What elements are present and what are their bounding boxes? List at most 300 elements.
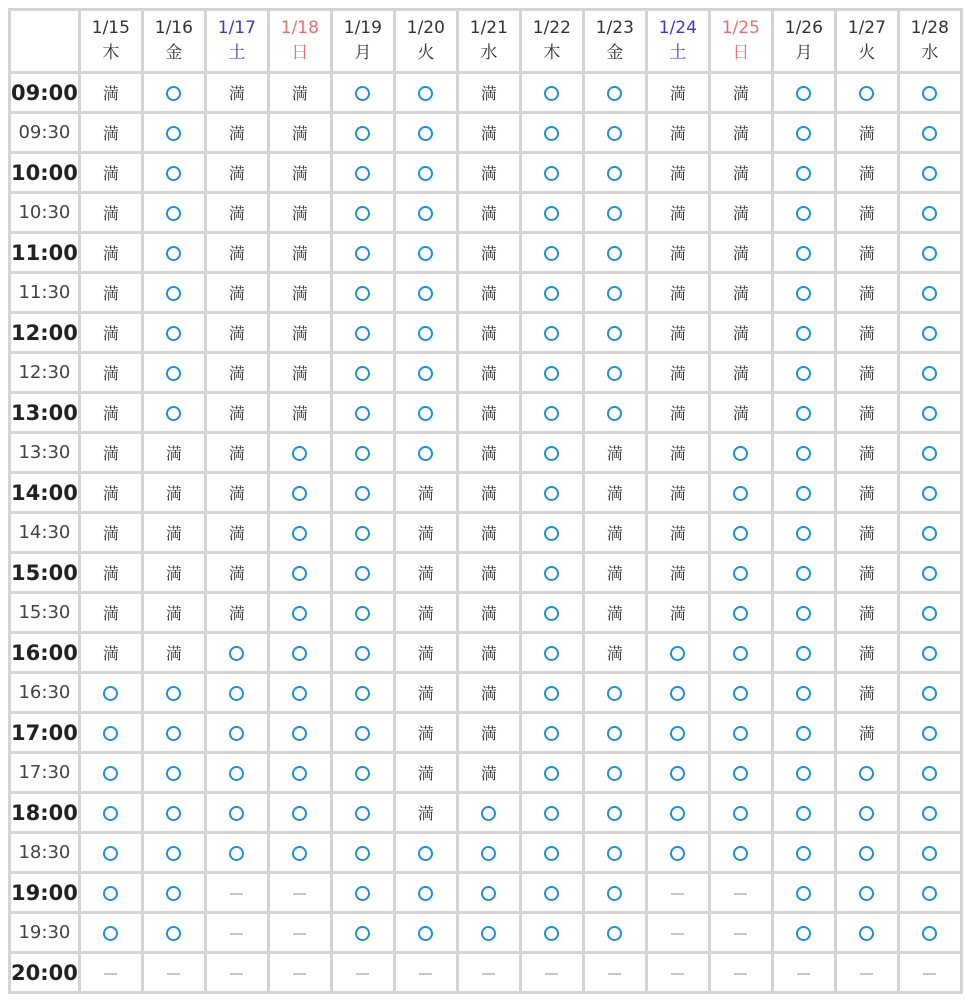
- slot-available[interactable]: [396, 354, 456, 391]
- slot-available[interactable]: [522, 74, 582, 111]
- slot-available[interactable]: [900, 554, 960, 591]
- slot-available[interactable]: [333, 74, 393, 111]
- time-slot-rows: [11, 74, 960, 991]
- slot-available[interactable]: [774, 554, 834, 591]
- slot-available[interactable]: [774, 154, 834, 191]
- time-label: 16:30: [11, 674, 78, 711]
- slot-full: [711, 114, 771, 151]
- slot-available[interactable]: [837, 834, 897, 871]
- slot-available[interactable]: [522, 154, 582, 191]
- slot-available[interactable]: [711, 794, 771, 831]
- slot-available[interactable]: [333, 314, 393, 351]
- available-circle-icon: [796, 726, 811, 741]
- time-slot-row: [11, 474, 960, 511]
- slot-available[interactable]: [522, 434, 582, 471]
- slot-available[interactable]: [837, 794, 897, 831]
- slot-full: [648, 354, 708, 391]
- time-slot-row: [11, 834, 960, 871]
- slot-available[interactable]: [585, 874, 645, 911]
- slot-available[interactable]: [396, 914, 456, 951]
- slot-available[interactable]: [900, 74, 960, 111]
- full-label: 満: [858, 444, 875, 463]
- available-circle-icon: [481, 846, 496, 861]
- slot-available[interactable]: [333, 674, 393, 711]
- slot-available[interactable]: [207, 714, 267, 751]
- slot-available[interactable]: [585, 834, 645, 871]
- available-circle-icon: [418, 166, 433, 181]
- slot-available[interactable]: [270, 754, 330, 791]
- slot-available[interactable]: [207, 794, 267, 831]
- dash-icon: [671, 933, 684, 935]
- slot-available[interactable]: [522, 674, 582, 711]
- slot-available[interactable]: [270, 674, 330, 711]
- slot-available[interactable]: [774, 354, 834, 391]
- available-circle-icon: [355, 486, 370, 501]
- slot-available[interactable]: [900, 674, 960, 711]
- available-circle-icon: [418, 406, 433, 421]
- slot-available[interactable]: [900, 114, 960, 151]
- slot-available[interactable]: [144, 314, 204, 351]
- slot-available[interactable]: [144, 794, 204, 831]
- slot-available[interactable]: [522, 394, 582, 431]
- time-slot-row: [11, 74, 960, 111]
- slot-available[interactable]: [585, 794, 645, 831]
- available-circle-icon: [292, 446, 307, 461]
- slot-available[interactable]: [900, 434, 960, 471]
- slot-available[interactable]: [333, 514, 393, 551]
- full-label: 満: [291, 324, 308, 343]
- slot-available[interactable]: [711, 514, 771, 551]
- weekday-label: 金: [165, 43, 183, 63]
- slot-available[interactable]: [270, 634, 330, 671]
- slot-available[interactable]: [837, 754, 897, 791]
- slot-available[interactable]: [648, 674, 708, 711]
- date-header: [396, 11, 456, 71]
- slot-available[interactable]: [396, 114, 456, 151]
- slot-available[interactable]: [144, 714, 204, 751]
- slot-available[interactable]: [144, 674, 204, 711]
- slot-available[interactable]: [774, 514, 834, 551]
- slot-available[interactable]: [900, 514, 960, 551]
- slot-full: [81, 354, 141, 391]
- slot-available[interactable]: [900, 914, 960, 951]
- slot-available[interactable]: [333, 914, 393, 951]
- slot-available[interactable]: [522, 594, 582, 631]
- full-label: 満: [480, 364, 497, 383]
- available-circle-icon: [481, 926, 496, 941]
- slot-available[interactable]: [585, 354, 645, 391]
- slot-available[interactable]: [774, 74, 834, 111]
- slot-available[interactable]: [522, 554, 582, 591]
- slot-available[interactable]: [144, 234, 204, 271]
- slot-available[interactable]: [774, 754, 834, 791]
- slot-available[interactable]: [648, 714, 708, 751]
- slot-available[interactable]: [81, 874, 141, 911]
- slot-available[interactable]: [270, 714, 330, 751]
- slot-available[interactable]: [459, 834, 519, 871]
- full-label: 満: [291, 284, 308, 303]
- slot-full: [270, 234, 330, 271]
- slot-available[interactable]: [81, 714, 141, 751]
- slot-available[interactable]: [774, 674, 834, 711]
- full-label: 満: [480, 404, 497, 423]
- available-circle-icon: [166, 766, 181, 781]
- slot-available[interactable]: [396, 194, 456, 231]
- slot-available[interactable]: [522, 194, 582, 231]
- slot-available[interactable]: [459, 914, 519, 951]
- slot-available[interactable]: [333, 714, 393, 751]
- available-circle-icon: [481, 806, 496, 821]
- full-label: 満: [858, 324, 875, 343]
- slot-available[interactable]: [144, 754, 204, 791]
- slot-available[interactable]: [522, 714, 582, 751]
- full-label: 満: [480, 444, 497, 463]
- available-circle-icon: [733, 806, 748, 821]
- slot-full: [648, 234, 708, 271]
- slot-available[interactable]: [207, 634, 267, 671]
- slot-available[interactable]: [396, 74, 456, 111]
- slot-available[interactable]: [270, 434, 330, 471]
- date-label: 1/27: [847, 18, 886, 38]
- slot-available[interactable]: [900, 794, 960, 831]
- weekday-label: 火: [858, 43, 876, 63]
- slot-available[interactable]: [900, 274, 960, 311]
- slot-available[interactable]: [522, 634, 582, 671]
- slot-available[interactable]: [837, 914, 897, 951]
- available-circle-icon: [922, 246, 937, 261]
- slot-available[interactable]: [774, 314, 834, 351]
- dash-icon: [608, 973, 621, 975]
- slot-available[interactable]: [837, 874, 897, 911]
- slot-available[interactable]: [270, 514, 330, 551]
- full-label: 満: [669, 484, 686, 503]
- slot-available[interactable]: [522, 354, 582, 391]
- time-slot-row: [11, 914, 960, 951]
- slot-available[interactable]: [333, 594, 393, 631]
- full-label: 満: [102, 564, 119, 583]
- slot-full: [459, 714, 519, 751]
- slot-available[interactable]: [774, 194, 834, 231]
- slot-available[interactable]: [81, 914, 141, 951]
- slot-available[interactable]: [585, 274, 645, 311]
- slot-available[interactable]: [585, 194, 645, 231]
- available-circle-icon: [607, 806, 622, 821]
- slot-available[interactable]: [396, 234, 456, 271]
- slot-available[interactable]: [900, 314, 960, 351]
- available-circle-icon: [670, 686, 685, 701]
- slot-available[interactable]: [900, 594, 960, 631]
- slot-available[interactable]: [585, 74, 645, 111]
- full-label: 満: [102, 244, 119, 263]
- full-label: 満: [102, 164, 119, 183]
- slot-full: [81, 274, 141, 311]
- full-label: 満: [606, 604, 623, 623]
- available-circle-icon: [355, 926, 370, 941]
- time-label: 11:00: [11, 234, 78, 271]
- available-circle-icon: [859, 86, 874, 101]
- slot-available[interactable]: [396, 434, 456, 471]
- available-circle-icon: [544, 526, 559, 541]
- slot-full: [396, 554, 456, 591]
- slot-available[interactable]: [144, 874, 204, 911]
- slot-available[interactable]: [333, 874, 393, 911]
- slot-available[interactable]: [711, 594, 771, 631]
- slot-available[interactable]: [522, 274, 582, 311]
- available-circle-icon: [229, 726, 244, 741]
- slot-available[interactable]: [774, 434, 834, 471]
- slot-available[interactable]: [207, 754, 267, 791]
- dash-icon: [734, 973, 747, 975]
- slot-unavailable: [207, 874, 267, 911]
- slot-available[interactable]: [774, 594, 834, 631]
- slot-full: [459, 434, 519, 471]
- slot-available[interactable]: [711, 554, 771, 591]
- available-circle-icon: [733, 686, 748, 701]
- slot-available[interactable]: [900, 194, 960, 231]
- slot-available[interactable]: [144, 74, 204, 111]
- slot-available[interactable]: [522, 234, 582, 271]
- slot-available[interactable]: [270, 554, 330, 591]
- slot-available[interactable]: [144, 154, 204, 191]
- slot-available[interactable]: [207, 674, 267, 711]
- slot-available[interactable]: [459, 794, 519, 831]
- slot-available[interactable]: [774, 714, 834, 751]
- time-label: 18:00: [11, 794, 78, 831]
- slot-available[interactable]: [900, 154, 960, 191]
- slot-available[interactable]: [333, 234, 393, 271]
- slot-available[interactable]: [585, 114, 645, 151]
- slot-available[interactable]: [333, 274, 393, 311]
- full-label: 満: [606, 644, 623, 663]
- available-circle-icon: [292, 806, 307, 821]
- slot-available[interactable]: [585, 714, 645, 751]
- slot-available[interactable]: [585, 674, 645, 711]
- slot-available[interactable]: [396, 874, 456, 911]
- slot-available[interactable]: [396, 834, 456, 871]
- slot-available[interactable]: [585, 394, 645, 431]
- slot-available[interactable]: [900, 394, 960, 431]
- slot-available[interactable]: [585, 314, 645, 351]
- available-circle-icon: [544, 206, 559, 221]
- full-label: 満: [417, 724, 434, 743]
- slot-available[interactable]: [774, 834, 834, 871]
- slot-available[interactable]: [270, 594, 330, 631]
- slot-available[interactable]: [522, 754, 582, 791]
- slot-available[interactable]: [774, 234, 834, 271]
- full-label: 満: [480, 684, 497, 703]
- slot-available[interactable]: [522, 834, 582, 871]
- slot-full: [81, 314, 141, 351]
- slot-available[interactable]: [774, 114, 834, 151]
- slot-available[interactable]: [333, 554, 393, 591]
- slot-full: [459, 234, 519, 271]
- slot-available[interactable]: [774, 914, 834, 951]
- slot-full: [837, 434, 897, 471]
- slot-available[interactable]: [648, 834, 708, 871]
- time-label: 13:00: [11, 394, 78, 431]
- slot-available[interactable]: [522, 474, 582, 511]
- available-circle-icon: [859, 846, 874, 861]
- available-circle-icon: [796, 766, 811, 781]
- slot-available[interactable]: [333, 154, 393, 191]
- time-slot-row: [11, 394, 960, 431]
- slot-full: [459, 514, 519, 551]
- slot-available[interactable]: [81, 674, 141, 711]
- slot-available[interactable]: [648, 754, 708, 791]
- slot-available[interactable]: [333, 194, 393, 231]
- slot-available[interactable]: [522, 914, 582, 951]
- available-circle-icon: [292, 766, 307, 781]
- slot-available[interactable]: [144, 354, 204, 391]
- slot-available[interactable]: [144, 394, 204, 431]
- slot-available[interactable]: [711, 674, 771, 711]
- available-circle-icon: [607, 366, 622, 381]
- full-label: 満: [858, 244, 875, 263]
- slot-full: [648, 474, 708, 511]
- slot-full: [648, 154, 708, 191]
- slot-available[interactable]: [774, 394, 834, 431]
- slot-available[interactable]: [396, 314, 456, 351]
- weekday-label: 土: [228, 43, 246, 63]
- slot-available[interactable]: [144, 194, 204, 231]
- weekday-label: 水: [480, 43, 498, 63]
- slot-available[interactable]: [648, 634, 708, 671]
- slot-available[interactable]: [585, 234, 645, 271]
- slot-available[interactable]: [648, 794, 708, 831]
- slot-available[interactable]: [711, 434, 771, 471]
- slot-available[interactable]: [522, 874, 582, 911]
- available-circle-icon: [544, 886, 559, 901]
- slot-full: [585, 594, 645, 631]
- slot-full: [648, 314, 708, 351]
- available-circle-icon: [166, 686, 181, 701]
- slot-available[interactable]: [837, 74, 897, 111]
- available-circle-icon: [229, 646, 244, 661]
- slot-available[interactable]: [585, 914, 645, 951]
- available-circle-icon: [355, 86, 370, 101]
- slot-available[interactable]: [459, 874, 519, 911]
- slot-full: [144, 474, 204, 511]
- full-label: 満: [165, 604, 182, 623]
- slot-available[interactable]: [144, 114, 204, 151]
- slot-available[interactable]: [144, 834, 204, 871]
- slot-available[interactable]: [900, 234, 960, 271]
- slot-available[interactable]: [522, 794, 582, 831]
- time-slot-row: [11, 754, 960, 791]
- slot-available[interactable]: [270, 794, 330, 831]
- available-circle-icon: [733, 766, 748, 781]
- slot-available[interactable]: [711, 474, 771, 511]
- slot-available[interactable]: [522, 514, 582, 551]
- slot-available[interactable]: [900, 354, 960, 391]
- slot-full: [81, 514, 141, 551]
- available-circle-icon: [418, 926, 433, 941]
- slot-full: [81, 154, 141, 191]
- slot-available[interactable]: [585, 754, 645, 791]
- slot-available[interactable]: [711, 834, 771, 871]
- slot-available[interactable]: [711, 754, 771, 791]
- slot-available[interactable]: [396, 394, 456, 431]
- slot-available[interactable]: [900, 874, 960, 911]
- available-circle-icon: [922, 446, 937, 461]
- slot-full: [711, 314, 771, 351]
- available-circle-icon: [733, 486, 748, 501]
- slot-available[interactable]: [333, 634, 393, 671]
- slot-available[interactable]: [396, 274, 456, 311]
- time-slot-row: [11, 434, 960, 471]
- slot-available[interactable]: [270, 834, 330, 871]
- slot-available[interactable]: [333, 394, 393, 431]
- full-label: 満: [480, 524, 497, 543]
- slot-available[interactable]: [900, 714, 960, 751]
- date-header: [648, 11, 708, 71]
- slot-available[interactable]: [333, 754, 393, 791]
- available-circle-icon: [355, 806, 370, 821]
- slot-full: [837, 674, 897, 711]
- slot-available[interactable]: [81, 834, 141, 871]
- slot-available[interactable]: [774, 874, 834, 911]
- slot-available[interactable]: [900, 474, 960, 511]
- slot-available[interactable]: [333, 354, 393, 391]
- full-label: 満: [858, 284, 875, 303]
- slot-available[interactable]: [333, 114, 393, 151]
- available-circle-icon: [733, 646, 748, 661]
- slot-available[interactable]: [207, 834, 267, 871]
- slot-full: [396, 594, 456, 631]
- slot-available[interactable]: [333, 794, 393, 831]
- full-label: 満: [858, 644, 875, 663]
- full-label: 満: [417, 604, 434, 623]
- available-circle-icon: [292, 526, 307, 541]
- available-circle-icon: [607, 766, 622, 781]
- slot-available[interactable]: [585, 154, 645, 191]
- available-circle-icon: [166, 886, 181, 901]
- slot-available[interactable]: [774, 634, 834, 671]
- full-label: 満: [858, 604, 875, 623]
- slot-available[interactable]: [144, 274, 204, 311]
- slot-available[interactable]: [270, 474, 330, 511]
- slot-available[interactable]: [81, 794, 141, 831]
- available-circle-icon: [544, 926, 559, 941]
- full-label: 満: [606, 524, 623, 543]
- slot-available[interactable]: [774, 474, 834, 511]
- slot-available[interactable]: [900, 834, 960, 871]
- slot-available[interactable]: [900, 634, 960, 671]
- dash-icon: [230, 973, 243, 975]
- slot-available[interactable]: [900, 754, 960, 791]
- dash-icon: [419, 973, 432, 975]
- available-circle-icon: [796, 126, 811, 141]
- slot-available[interactable]: [711, 634, 771, 671]
- slot-available[interactable]: [333, 474, 393, 511]
- full-label: 満: [669, 164, 686, 183]
- slot-available[interactable]: [711, 714, 771, 751]
- time-slot-row: [11, 874, 960, 911]
- slot-full: [270, 154, 330, 191]
- slot-available[interactable]: [774, 794, 834, 831]
- slot-available[interactable]: [522, 314, 582, 351]
- slot-available[interactable]: [774, 274, 834, 311]
- time-label: 16:00: [11, 634, 78, 671]
- slot-available[interactable]: [81, 754, 141, 791]
- slot-available[interactable]: [396, 154, 456, 191]
- slot-available[interactable]: [333, 434, 393, 471]
- slot-available[interactable]: [333, 834, 393, 871]
- slot-available[interactable]: [144, 914, 204, 951]
- available-circle-icon: [922, 206, 937, 221]
- dash-icon: [230, 893, 243, 895]
- slot-available[interactable]: [522, 114, 582, 151]
